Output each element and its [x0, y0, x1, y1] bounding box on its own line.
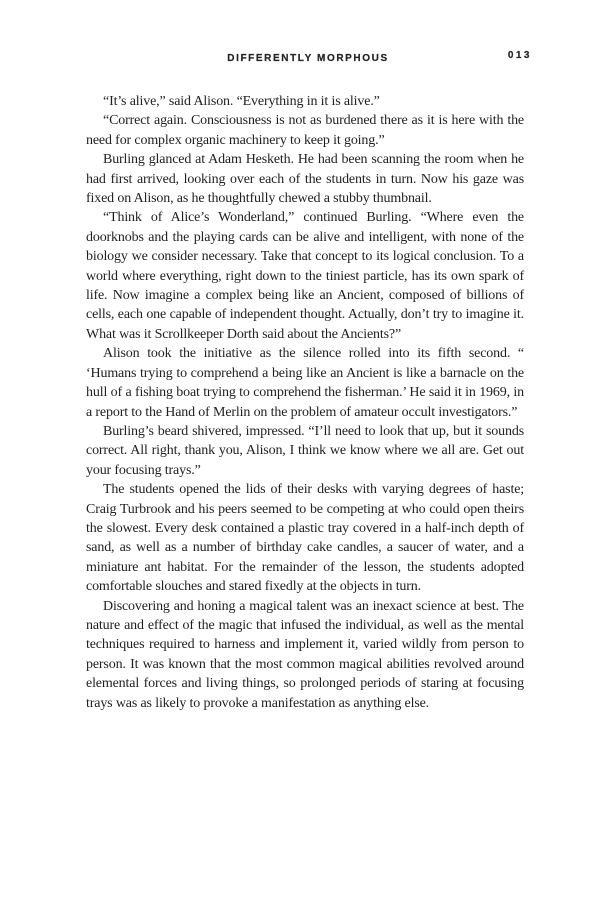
paragraph-4: “Think of Alice’s Wonderland,” continued Burling. “Where even the doorknobs and the playing cards can be alive and intelligent, with none of the biology we consider necessary. Take that concept to its logical conclusion. To a world where everything, right down to the tiniest particle, has its own spark of life. Now imagine a complex being like an Ancient, composed of billions of cells, each one capable of independent thought. Actually, don’t try to imagine it. What was it Scrollkeeper Dorth said about the Ancients?” — [86, 210, 524, 342]
paragraph-6: Burling’s beard shivered, impressed. “I’ll need to look that up, but it sounds correct. All right, thank you, Alison, I think we know where we all are. Get out your focusing trays.” — [86, 423, 524, 478]
page-body — [86, 92, 524, 713]
paragraph-5: Alison took the initiative as the silence rolled into its fifth second. “ ‘Humans trying to comprehend a being like an Ancient is like a barnacle on the hull of a fishing boat trying to comprehend the fisherman.’ He said it in 1969, in a report to the Hand of Merlin on the problem of amateur occult investigators.” — [86, 346, 524, 420]
paragraph-2: “Correct again. Consciousness is not as burdened there as it is here with the need for complex organic machinery to keep it going.” — [86, 113, 524, 148]
page-number: 013 — [507, 50, 532, 61]
paragraph-3: Burling glanced at Adam Hesketh. He had been scanning the room when he had first arrived, looking over each of the students in turn. Now his gaze was fixed on Alison, as he thoughtfully chewed a stubby thumbnail. — [86, 152, 524, 207]
paragraph-8: Discovering and honing a magical talent was an inexact science at best. The nature and effect of the magic that infused the individual, as well as the mental techniques required to harness and implement it, varied wildly from person to person. It was known that the most common magical abilities revolved around elemental forces and living things, so prolonged periods of staring at focusing trays was as likely to provoke a manifestation as anything else. — [86, 598, 524, 711]
book-title: DIFFERENTLY MORPHOUS — [227, 52, 389, 64]
paragraph-1: “It’s alive,” said Alison. “Everything in it is alive.” — [103, 94, 380, 109]
paragraph-7: The students opened the lids of their desks with varying degrees of haste; Craig Turbrook and his peers seemed to be competing at who could open theirs the slowest. Every desk contained a plastic tray covered in a half-inch depth of sand, as well as a number of birthday cake candles, a saucer of water, and a miniature ant habitat. For the remainder of the lesson, the students adopted comfortable slouches and stared fixedly at the objects in turn. — [86, 482, 524, 595]
running-head — [86, 50, 530, 66]
